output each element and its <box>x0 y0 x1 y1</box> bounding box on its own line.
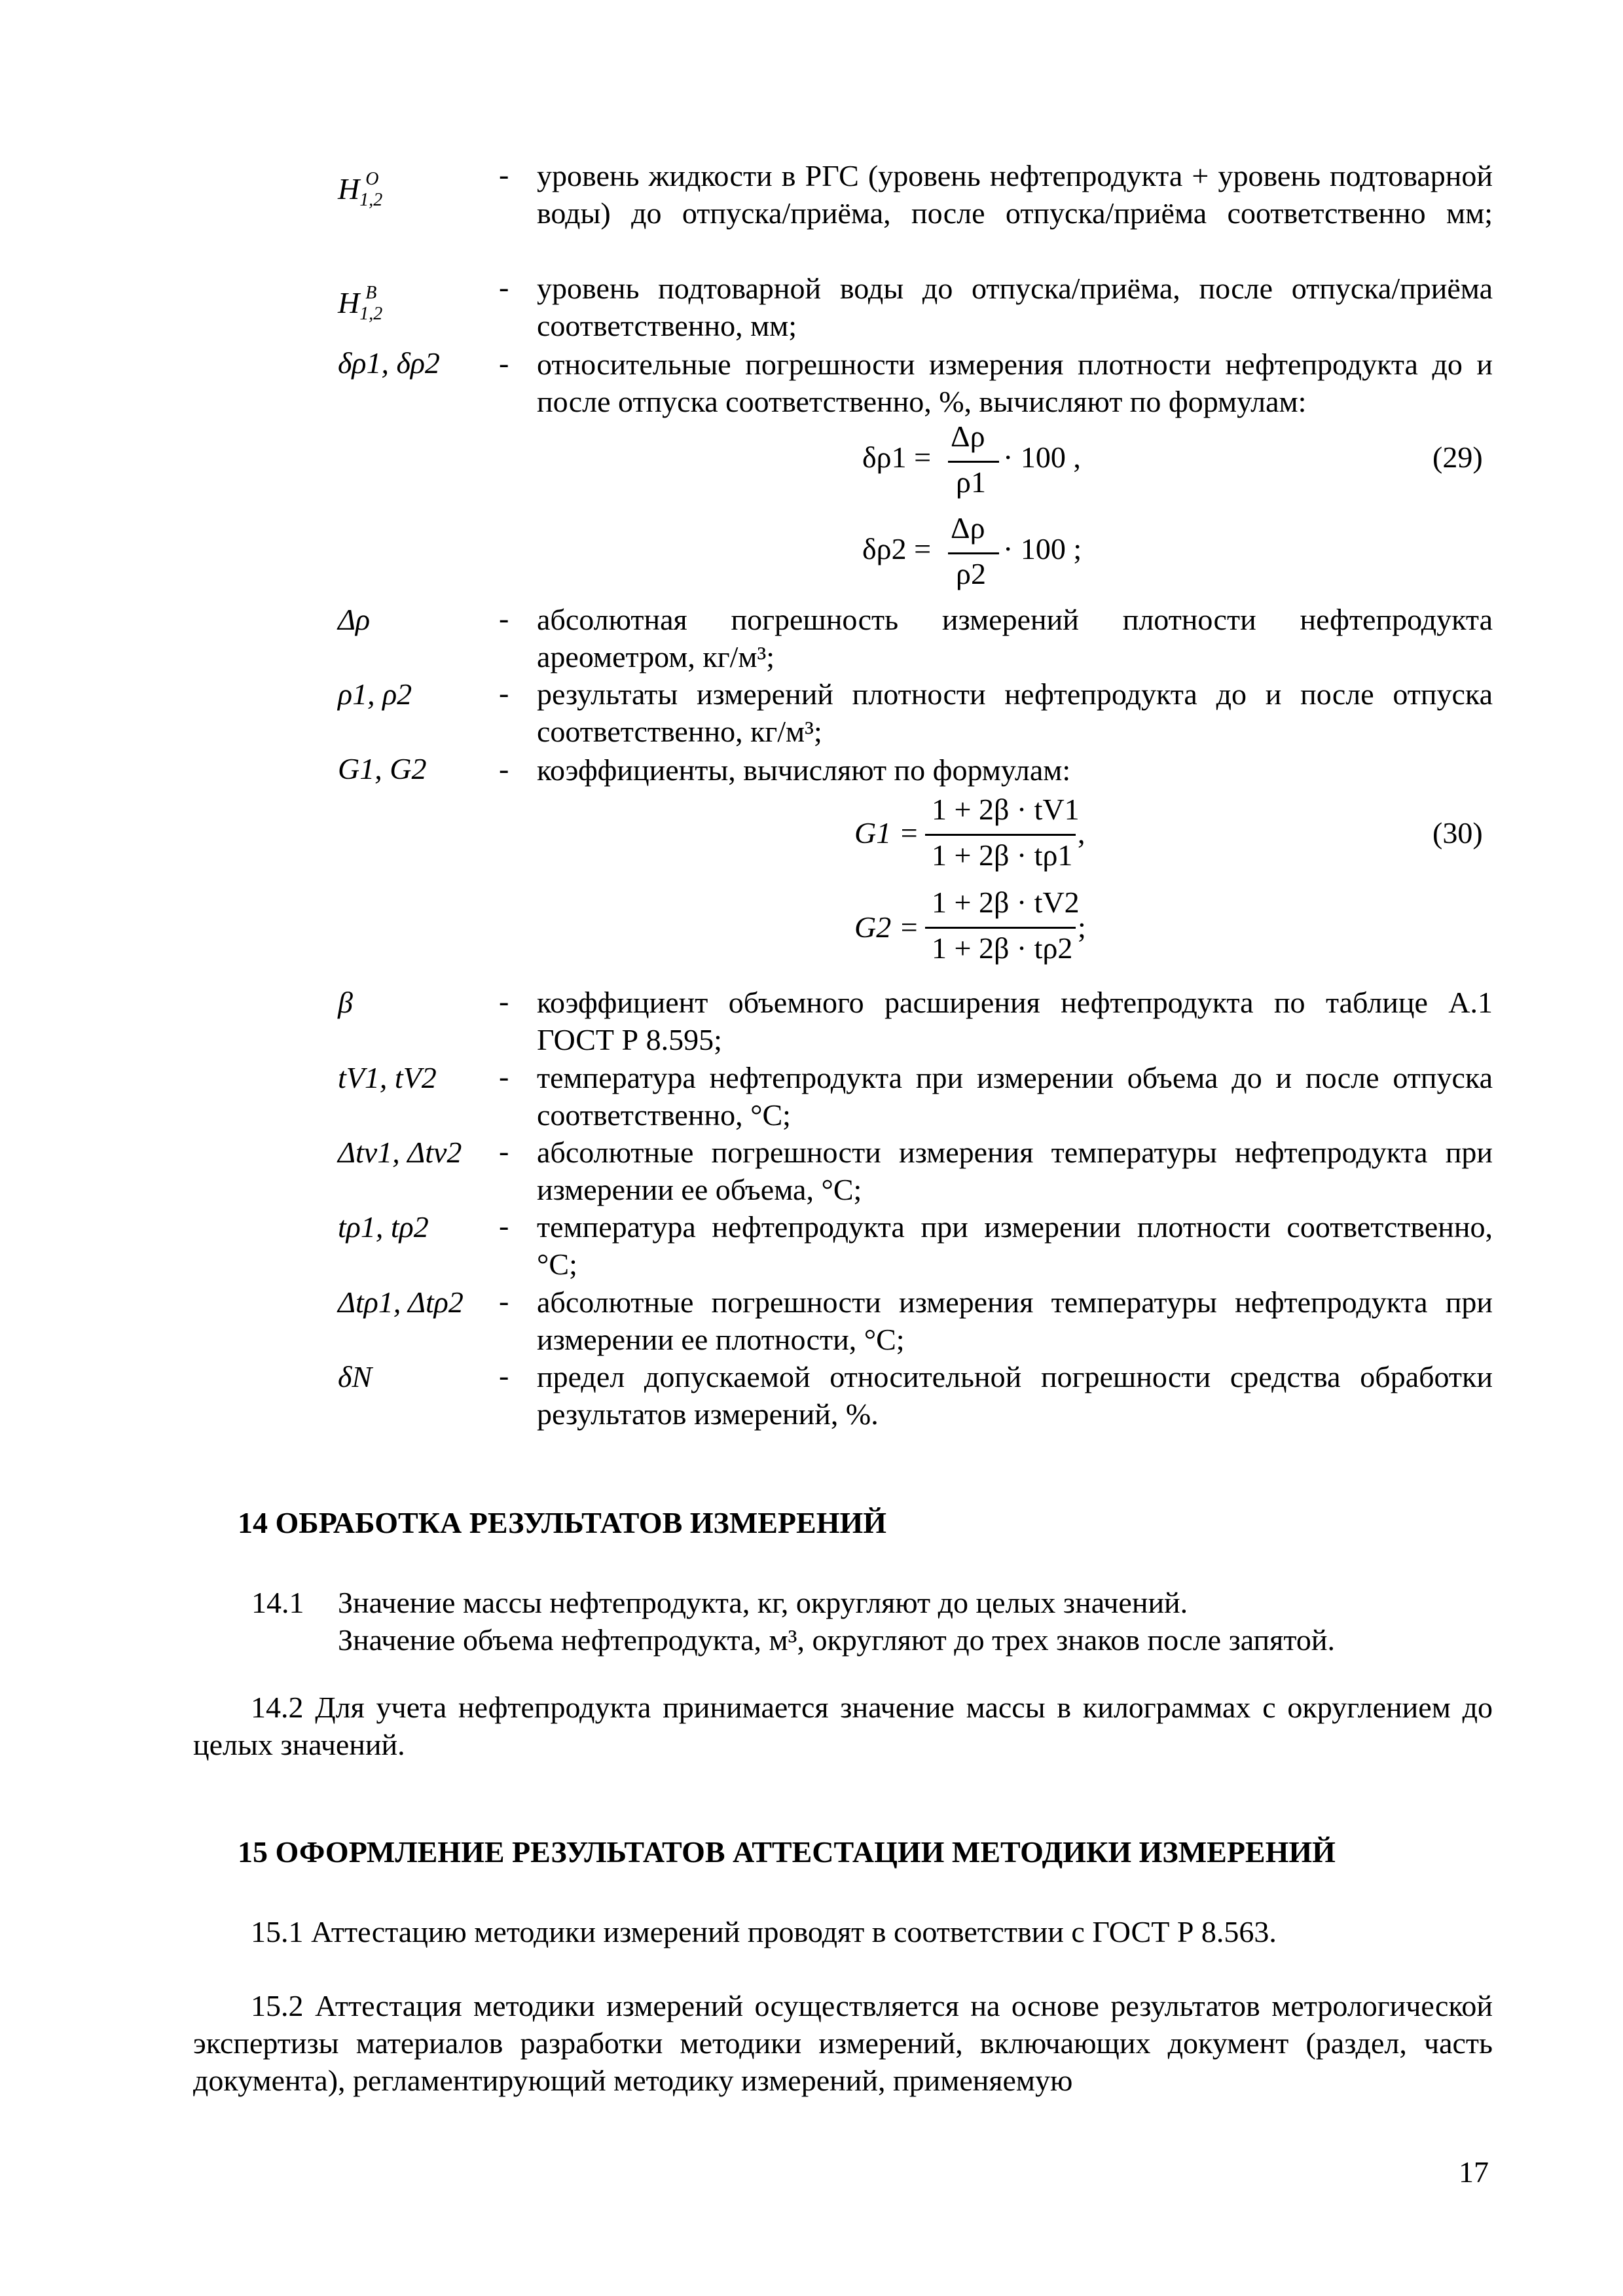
formula-30a-rhs: , <box>1078 816 1085 850</box>
fraction-denominator: 1 + 2β · tρ1 <box>932 838 1073 872</box>
equation-number: (29) <box>1432 440 1483 474</box>
definition-text: уровень подтоварной воды до отпуска/приёма, после отпуска/приёма соответственно, мм; <box>537 272 1493 342</box>
formula-29b-fraction <box>948 511 999 596</box>
definition-text: абсолютная погрешность измерений плотности нефтепродукта ареометром, кг/м³; <box>537 603 1493 673</box>
fraction-denominator: ρ1 <box>956 465 986 499</box>
formula-29a-rhs: · 100 , <box>1003 440 1081 474</box>
definition-text: температура нефтепродукта при измерении объема до и после отпуска соответственно, °С; <box>537 1061 1493 1132</box>
equation-number: (30) <box>1432 816 1483 850</box>
symbol-delta-t-rho: Δtρ1, Δtρ2 <box>338 1285 464 1319</box>
definition-dash: - <box>499 1209 509 1242</box>
symbol-delta-n: δN <box>338 1360 373 1393</box>
symbol-beta: β <box>338 986 353 1019</box>
formula-29a-fraction <box>948 419 999 504</box>
definition-dash: - <box>499 984 509 1018</box>
definition-dash: - <box>499 1134 509 1168</box>
formula-30b-lhs: G2 = <box>854 910 919 944</box>
fraction-numerator: 1 + 2β · tV2 <box>932 886 1080 919</box>
symbol-h12-v: $H_{1,2}^В$ <box>338 283 383 324</box>
symbol-tv: tV1, tV2 <box>338 1061 437 1094</box>
fraction-numerator: 1 + 2β · tV1 <box>932 793 1080 826</box>
definition-dash: - <box>499 1060 509 1093</box>
formula-30a-lhs: G1 = <box>854 816 919 850</box>
symbol-delta-rho: δρ1, δρ2 <box>338 346 440 380</box>
paragraph-15-2: 15.2 Аттестация методики измерений осуществляется на основе результатов метрологической экспертизы материалов разработки методики измерений, включающих документ (раздел, часть документа), регламентирующий методику измерений, применяемую <box>193 1989 1493 2097</box>
definition-text: уровень жидкости в РГС (уровень нефтепродукта + уровень подтоварной воды) до отпуска/приёма, после отпуска/приёма соответственно мм; <box>537 159 1493 230</box>
definition-text: относительные погрешности измерения плотности нефтепродукта до и после отпуска соответственно, %, вычисляют по формулам: <box>537 348 1493 418</box>
definition-dash: - <box>499 270 509 304</box>
formula-30b-rhs: ; <box>1078 910 1086 944</box>
symbol-delta-rho-abs: Δρ <box>338 603 371 636</box>
definition-dash: - <box>499 601 509 635</box>
section-14-heading: 14 ОБРАБОТКА РЕЗУЛЬТАТОВ ИЗМЕРЕНИЙ <box>238 1506 887 1539</box>
fraction-numerator: Δρ <box>951 420 985 453</box>
definition-dash: - <box>499 1359 509 1392</box>
formula-29a-lhs: δρ1 = <box>862 440 932 474</box>
section-15-heading: 15 ОФОРМЛЕНИЕ РЕЗУЛЬТАТОВ АТТЕСТАЦИИ МЕТОДИКИ ИЗМЕРЕНИЙ <box>238 1835 1336 1869</box>
paragraph-14-2: 14.2 Для учета нефтепродукта принимается значение массы в килограммах с округлением до целых значений. <box>193 1691 1493 1761</box>
paragraph-14-1-number: 14.1 <box>251 1586 304 1619</box>
page-number: 17 <box>1459 2155 1489 2189</box>
fraction-denominator: 1 + 2β · tρ2 <box>932 931 1073 965</box>
symbol-g: G1, G2 <box>338 752 427 785</box>
formula-30b-fraction <box>925 885 1080 970</box>
definition-dash: - <box>499 346 509 380</box>
fraction-denominator: ρ2 <box>956 557 986 590</box>
paragraph-14-1-line1: Значение массы нефтепродукта, кг, округляют до целых значений. <box>338 1586 1188 1619</box>
definition-dash: - <box>499 158 509 191</box>
formula-30a-fraction <box>925 792 1080 877</box>
definition-text: коэффициенты, вычисляют по формулам: <box>537 753 1071 787</box>
fraction-bar <box>925 834 1076 836</box>
definition-dash: - <box>499 752 509 785</box>
definition-text: коэффициент объемного расширения нефтепродукта по таблице А.1 ГОСТ Р 8.595; <box>537 986 1493 1056</box>
definition-text: предел допускаемой относительной погрешности средства обработки результатов измерений, %. <box>537 1360 1493 1431</box>
fraction-bar <box>948 461 999 463</box>
paragraph-15-1: 15.1 Аттестацию методики измерений проводят в соответствии с ГОСТ Р 8.563. <box>251 1915 1277 1948</box>
definition-text: абсолютные погрешности измерения температуры нефтепродукта при измерении ее объема, °С; <box>537 1136 1493 1206</box>
definition-text: результаты измерений плотности нефтепродукта до и после отпуска соответственно, кг/м³; <box>537 677 1493 748</box>
paragraph-14-1-line2: Значение объема нефтепродукта, м³, округляют до трех знаков после запятой. <box>338 1623 1335 1657</box>
formula-29b-lhs: δρ2 = <box>862 532 932 565</box>
definition-dash: - <box>499 1284 509 1318</box>
symbol-h12-o: $H_{1,2}^O$ <box>338 169 383 210</box>
symbol-delta-tv: Δtv1, Δtv2 <box>338 1136 462 1169</box>
formula-29b-rhs: · 100 ; <box>1003 532 1082 565</box>
fraction-bar <box>925 927 1076 929</box>
fraction-bar <box>948 552 999 554</box>
definition-dash: - <box>499 676 509 709</box>
definition-text: температура нефтепродукта при измерении плотности соответственно, °С; <box>537 1210 1493 1281</box>
fraction-numerator: Δρ <box>951 511 985 545</box>
symbol-rho: ρ1, ρ2 <box>338 677 412 711</box>
symbol-t-rho: tρ1, tρ2 <box>338 1210 429 1244</box>
definition-text: абсолютные погрешности измерения температуры нефтепродукта при измерении ее плотности, °С; <box>537 1285 1493 1356</box>
